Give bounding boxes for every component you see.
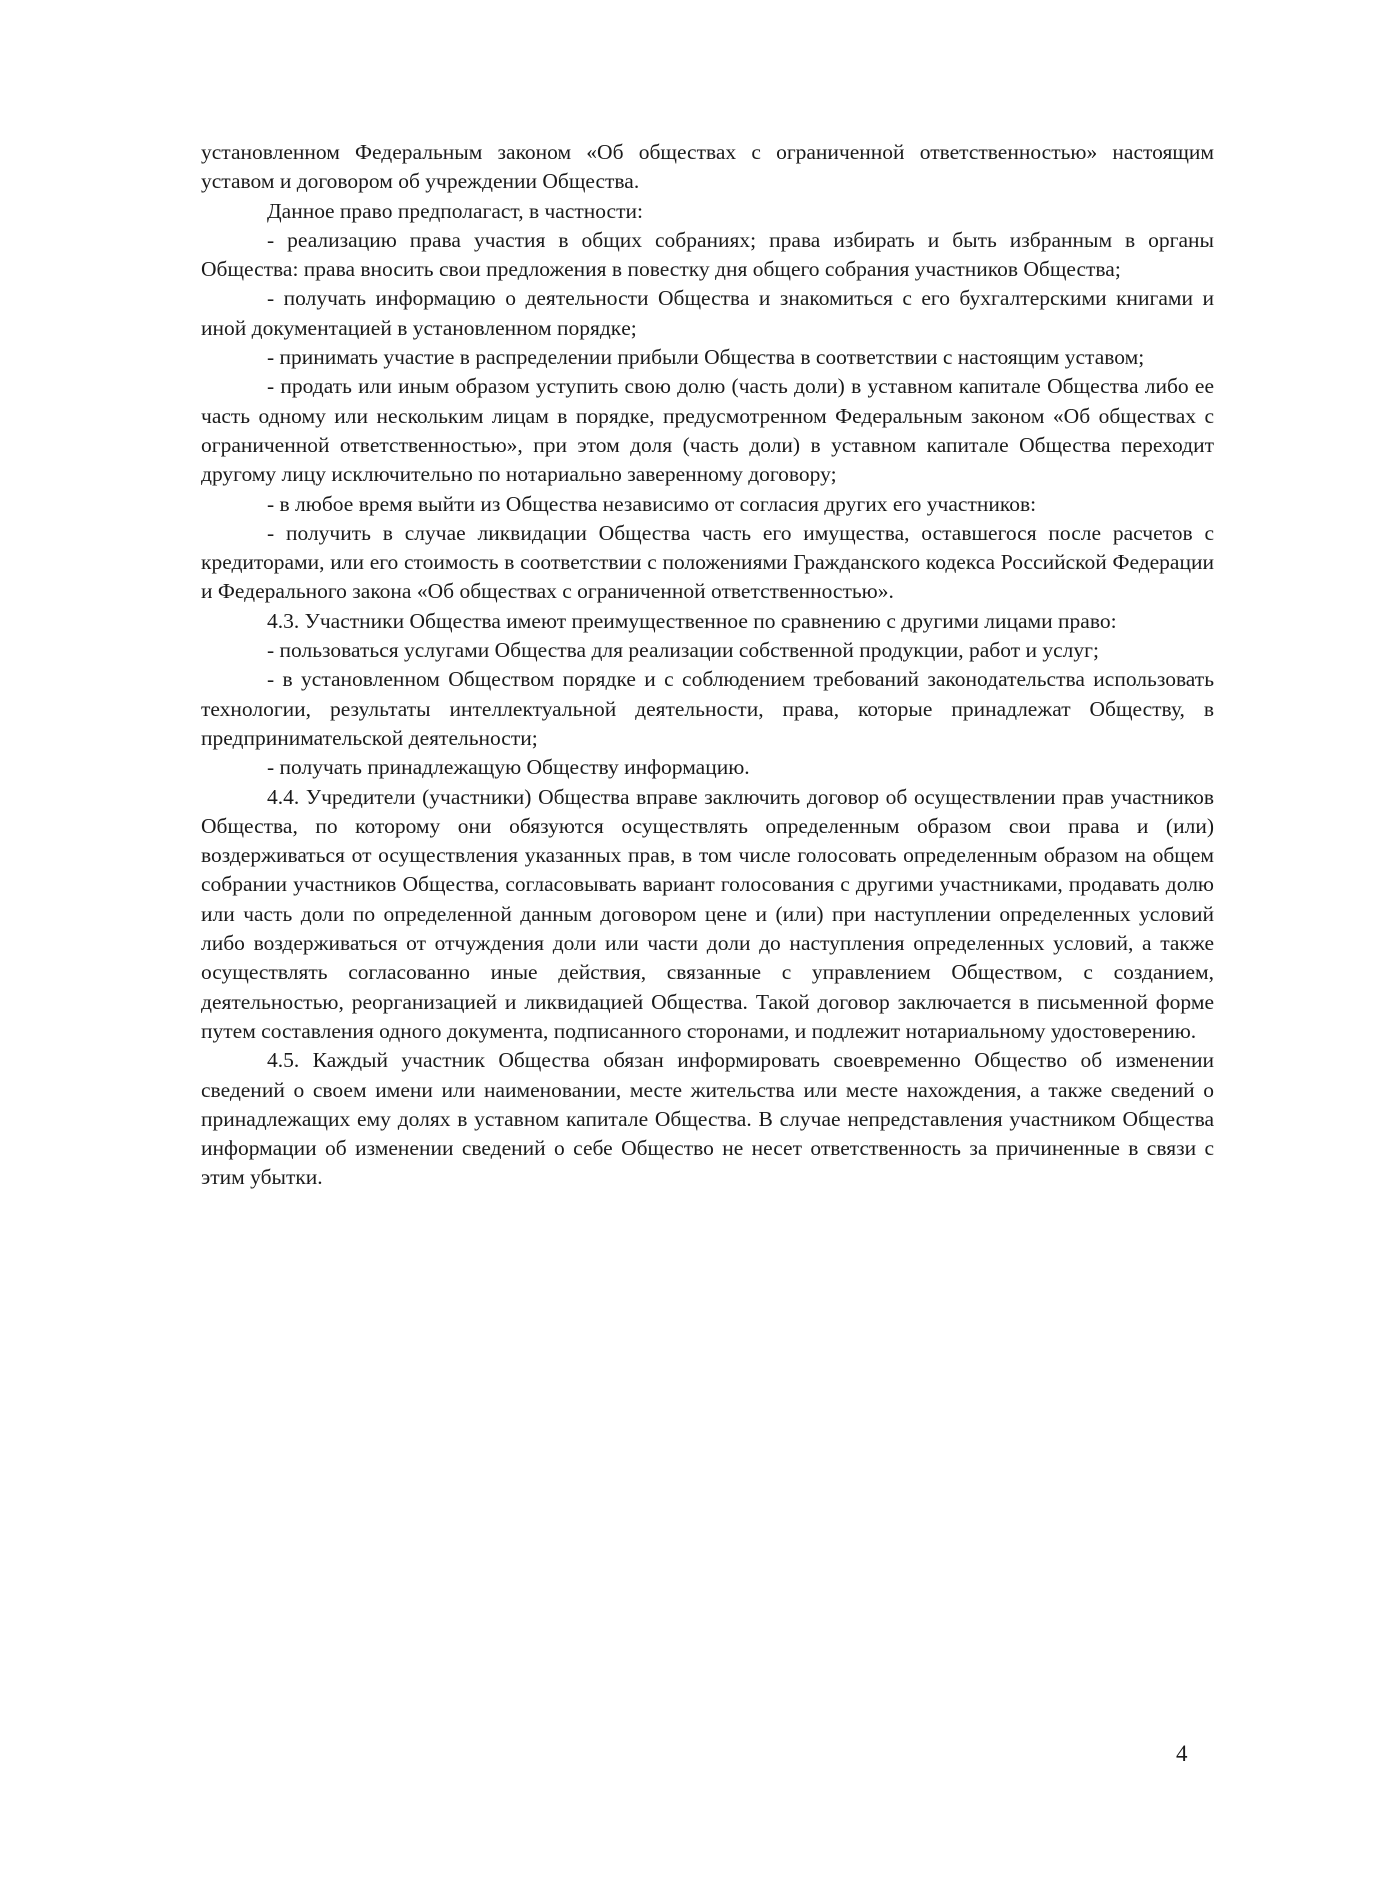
paragraph-right-intro: Даннoe право предполагаст, в частности: bbox=[267, 198, 643, 223]
paragraph-right-meetings: - реализацию права участия в общих собраниях; права избирать и быть избранным в органы Общества: права вносить свои предложения в повестку дня общего собрания участников Общества; bbox=[201, 227, 1214, 282]
paragraph-right-liquidation: - получить в случае ликвидации Общества часть его имущества, оставшегося после расчетов с кредиторами, или его стоимость в соответствии с положениями Гражданского кодекса Российской Федерации и Федерального закона «Об обществах с ограниченной ответственностью». bbox=[201, 520, 1214, 604]
page-number: 4 bbox=[1176, 1741, 1188, 1766]
paragraph-right-information: - получать информацию о деятельности Общества и знакомиться с его бухгалтерскими книгами и иной документацией в установленном порядкe; bbox=[201, 286, 1214, 340]
paragraph-preference-information: - получать принадлежащую Обществу информацию. bbox=[267, 755, 750, 780]
paragraph-right-sell-share: - продать или иным образом уступить свою долю (часть доли) в уставном капитале Общества либо ее часть одному или нескольким лицам в порядке, предусмотренном Федеральным законом «Об обществах с ограниченной ответственностью», при этом доля (часть доли) в уставном капитале Общества переходит другому лицу исключительно по нотариально заверенному договору; bbox=[201, 374, 1214, 487]
paragraph-preference-technologies: - в установленном Обществом порядке и с соблюдением требований законодательства использовать технологии, результаты интеллектуальной деятельности, права, которые принадлежат Обществу, в предпринимательской деятельности; bbox=[201, 667, 1214, 750]
paragraph-continuation: установленном Федеральным законом «Об обществах с ограниченной ответственностью» настоящим уставом и договором об учреждении Общества. bbox=[201, 140, 1214, 194]
paragraph-right-profit: - принимать участие в распредeлении прибыли Общecтва в соотвeтствии с настоящим уставом; bbox=[267, 345, 1145, 370]
paragraph-section-4-4: 4.4. Учредители (участники) Общества вправе заключить договор об осуществлении прав участников Общества, по которому они обязуются осуществлять определенным образом свои права и (или) воздерживаться от осуществления указанных прав, в том числе голосовать определенным образом на общем собрании участников Общества, согласовывать вариант голосования с другими участниками, продавать долю или часть доли по определенной данным договором цене и (или) при наступлении определенных условий либо воздерживаться от отчуждения доли или части доли до наступления определенных условий, а также осуществлять согласованно иные действия, связанные с управлением Обществом, с созданием, деятельностью, реорганизацией и ликвидацией Общества. Такой договор заключается в письменной форме путем составления одного документа, подписанного сторонами, и подлежит нотариальному удостоверению. bbox=[201, 784, 1214, 1043]
paragraph-section-4-3: 4.3. Участники Общества имеют преимущественное по сравнению с другими лицами право: bbox=[267, 608, 1117, 633]
paragraph-preference-services: - пользоваться услугами Общества для реализации собственной продукции, работ и услуг; bbox=[267, 638, 1099, 663]
document-body bbox=[201, 138, 1214, 1193]
paragraph-section-4-5: 4.5. Каждый участник Общества обязан информировать своевременно Общество об изменении сведений о своем имени или наименовании, месте жительства или месте нахождения, а также сведений о принадлежащих ему долях в уставном капитале Общества. В случае непредставления участником Общества информации об изменении сведений о себе Общество не несет ответственность за причиненные в связи с этим убытки. bbox=[201, 1048, 1214, 1190]
paragraph-right-exit: - в любое время выйти из Общества независимо от согласия других его участников: bbox=[267, 491, 1037, 516]
